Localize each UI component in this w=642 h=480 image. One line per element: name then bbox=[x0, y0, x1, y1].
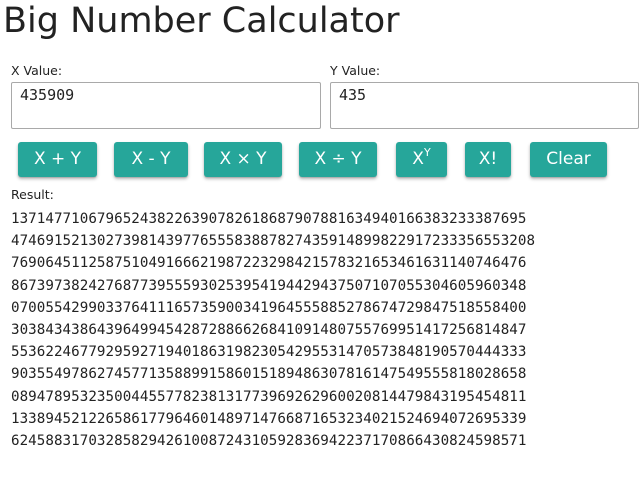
power-exponent-label: Y bbox=[423, 146, 431, 159]
result-line: 303843438643964994542872886626841091480755769951417256814847 bbox=[11, 321, 527, 338]
y-value-input[interactable] bbox=[330, 82, 639, 129]
multiply-button[interactable]: X × Y bbox=[204, 142, 282, 177]
result-line: 553622467792959271940186319823054295531470573848190570444333 bbox=[11, 344, 527, 361]
result-label: Result: bbox=[11, 187, 54, 202]
result-line: 4746915213027398143977655583887827435914899822917233356553208 bbox=[11, 233, 536, 250]
power-base-label: X bbox=[412, 149, 424, 169]
subtract-button[interactable]: X - Y bbox=[114, 142, 188, 177]
clear-button[interactable]: Clear bbox=[530, 142, 607, 177]
divide-button[interactable]: X ÷ Y bbox=[299, 142, 377, 177]
y-value-label: Y Value: bbox=[330, 63, 381, 78]
x-value-label: X Value: bbox=[11, 63, 63, 78]
result-line: 903554978627457713588991586015189486307816147549555818028658 bbox=[11, 366, 527, 383]
result-line: 070055429903376411165735900341964555885278674729847518558400 bbox=[11, 299, 527, 316]
result-output bbox=[11, 208, 636, 452]
x-value-input[interactable] bbox=[11, 82, 321, 129]
result-line: 624588317032858294261008724310592836942237170866430824598571 bbox=[11, 432, 527, 449]
factorial-button[interactable]: X! bbox=[465, 142, 511, 177]
result-line: 089478953235004455778238131773969262960020814479843195454811 bbox=[11, 388, 527, 405]
result-line: 137147710679652438226390782618687907881634940166383233387695 bbox=[11, 211, 527, 227]
result-line: 867397382427687739555930253954194429437507107055304605960348 bbox=[11, 277, 527, 294]
result-line: 133894521226586177964601489714766871653234021524694072695339 bbox=[11, 410, 527, 427]
power-button[interactable] bbox=[396, 142, 447, 177]
add-button[interactable]: X + Y bbox=[18, 142, 97, 177]
result-line: 769064511258751049166621987223298421578321653461631140746476 bbox=[11, 255, 527, 272]
page-title: Big Number Calculator bbox=[3, 1, 400, 41]
